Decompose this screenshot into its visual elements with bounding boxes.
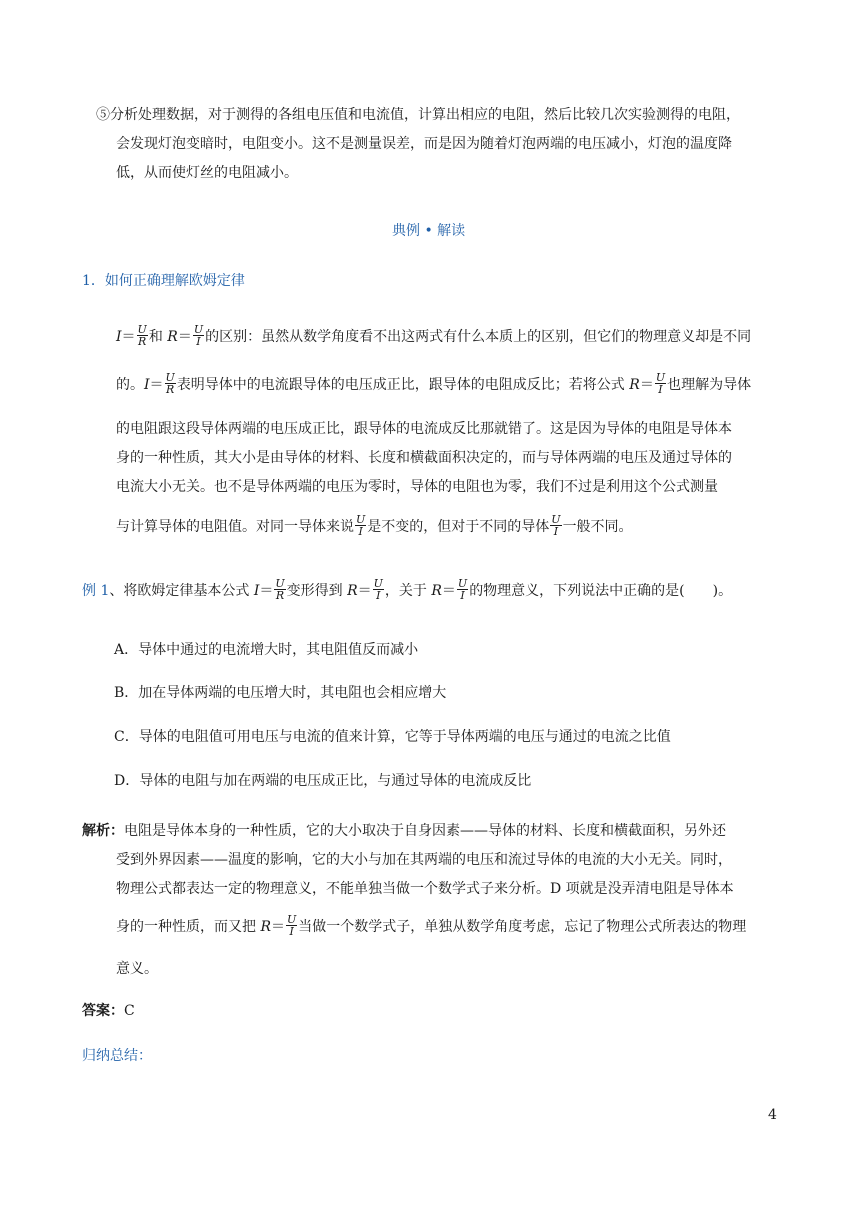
text: 是不变的，但对于不同的导体 <box>367 519 550 535</box>
text: 和 <box>148 329 168 345</box>
fraction-U-over-I <box>550 514 561 537</box>
para1-line-2 <box>116 370 751 400</box>
text: 与计算导体的电阻值。对同一导体来说 <box>116 519 354 535</box>
frac-num: U <box>373 576 383 590</box>
frac-num: U <box>165 370 175 384</box>
sym-eq: ＝ <box>357 583 372 599</box>
heading-ohms-law: 1．如何正确理解欧姆定律 <box>82 273 245 289</box>
fraction-U-over-I <box>655 372 666 395</box>
frac-den: R <box>166 382 175 396</box>
fraction-U-over-I <box>457 578 468 601</box>
para1-line-5: 电流大小无关。也不是导体两端的电压为零时，导体的电阻也为零，我们不过是利用这个公式测量 <box>116 479 718 495</box>
analysis-sep: ： <box>110 823 124 839</box>
frac-num: U <box>551 512 561 526</box>
para1-line-4: 身的一种性质，其大小是由导体的材料、长度和横截面积决定的，而与导体两端的电压及通过导体的 <box>116 450 732 466</box>
sym-eq: ＝ <box>177 329 192 345</box>
option-c: C．导体的电阻值可用电压与电流的值来计算，它等于导体两端的电压与通过的电流之比值 <box>114 729 671 745</box>
sym-eq: ＝ <box>121 329 136 345</box>
fraction-U-over-I <box>193 324 204 347</box>
fraction-U-over-I <box>355 514 366 537</box>
text: 一般不同。 <box>562 519 633 535</box>
frac-num: U <box>655 370 666 384</box>
frac-den: I <box>553 524 559 538</box>
para1-line-1 <box>116 322 751 352</box>
section-title: 典例 • 解读 <box>392 223 466 239</box>
analysis-label: 解析 <box>82 823 110 839</box>
fraction-U-over-R <box>274 578 285 601</box>
sym-I: I <box>116 329 122 345</box>
sym-I: I <box>144 377 150 393</box>
text: 变形得到 <box>286 583 348 599</box>
analysis-line-2: 受到外界因素——温度的影响，它的大小与加在其两端的电压和流过导体的电流的大小无关。同时， <box>116 852 732 868</box>
text: ，关于 <box>384 583 432 599</box>
analysis-line-5: 意义。 <box>116 961 158 977</box>
fraction-U-over-R <box>165 372 176 395</box>
frac-num: U <box>457 576 468 590</box>
text: 、将欧姆定律基本公式 <box>109 583 254 599</box>
text: 的物理意义，下列说法中正确的是( )。 <box>469 583 733 599</box>
sym-eq: ＝ <box>149 377 164 393</box>
analysis-line-1 <box>82 816 726 846</box>
sym-I: I <box>253 583 260 599</box>
analysis-line-3: 物理公式都表达一定的物理意义，不能单独当做一个数学式子来分析。D 项就是没弄清电阻是导体本 <box>116 881 734 897</box>
answer-label: 答案： <box>82 1003 124 1019</box>
text: 身的一种性质，而又把 <box>116 919 261 935</box>
text: 电阻是导体本身的一种性质，它的大小取决于自身因素——导体的材料、长度和横截面积，另外还 <box>124 823 726 839</box>
frac-den: R <box>138 334 147 348</box>
sym-R: R <box>629 377 640 393</box>
frac-den: I <box>376 588 381 602</box>
frac-num: U <box>275 576 285 590</box>
intro-line-3: 低，从而使灯丝的电阻减小。 <box>116 165 298 181</box>
frac-den: I <box>658 382 663 396</box>
para1-line-6 <box>116 512 633 542</box>
option-d: D．导体的电阻与加在两端的电压成正比，与通过导体的电流成反比 <box>114 773 532 789</box>
fraction-U-over-R <box>137 324 148 347</box>
sym-R: R <box>347 583 358 599</box>
answer-value: C <box>124 1003 135 1019</box>
sym-R: R <box>167 329 178 345</box>
sym-eq: ＝ <box>259 583 274 599</box>
intro-line-1: ⑤分析处理数据，对于测得的各组电压值和电流值，计算出相应的电阻，然后比较几次实验测得的电阻， <box>96 107 740 123</box>
text: 当做一个数学式子，单独从数学角度考虑，忘记了物理公式所表达的物理 <box>298 919 747 935</box>
answer <box>82 996 135 1026</box>
text: 的区别：虽然从数学角度看不出这两式有什么本质上的区别，但它们的物理意义却是不同 <box>205 329 752 345</box>
sym-R: R <box>260 919 271 935</box>
intro-line-2: 会发现灯泡变暗时，电阻变小。这不是测量误差，而是因为随着灯泡两端的电压减小，灯泡的温度降 <box>116 136 732 152</box>
option-a: A．导体中通过的电流增大时，其电阻值反而减小 <box>114 642 419 658</box>
frac-num: U <box>193 322 204 336</box>
text: 表明导体中的电流跟导体的电压成正比，跟导体的电阻成反比；若将公式 <box>176 377 630 393</box>
summary-label: 归纳总结： <box>82 1048 152 1064</box>
example-question <box>82 576 732 606</box>
sym-eq: ＝ <box>639 377 654 393</box>
frac-den: I <box>196 334 201 348</box>
text: 也理解为导体 <box>667 377 752 393</box>
fraction-U-over-I <box>286 914 297 937</box>
sym-R: R <box>431 583 442 599</box>
sym-eq: ＝ <box>441 583 456 599</box>
frac-num: U <box>137 322 147 336</box>
frac-num: U <box>287 912 297 926</box>
frac-num: U <box>356 512 366 526</box>
sym-eq: ＝ <box>271 919 285 935</box>
page-number: 4 <box>768 1107 777 1123</box>
fraction-U-over-I <box>373 578 384 601</box>
option-b: B．加在导体两端的电压增大时，其电阻也会相应增大 <box>114 685 447 701</box>
frac-den: I <box>460 588 465 602</box>
frac-den: R <box>275 588 285 602</box>
text: 的。 <box>116 377 144 393</box>
para1-line-3: 的电阻跟这段导体两端的电压成正比，跟导体的电流成反比那就错了。这是因为导体的电阻是导体本 <box>116 421 732 437</box>
frac-den: I <box>358 524 363 538</box>
analysis-line-4 <box>116 912 746 942</box>
frac-den: I <box>289 924 294 938</box>
example-label: 例 1 <box>82 583 110 599</box>
